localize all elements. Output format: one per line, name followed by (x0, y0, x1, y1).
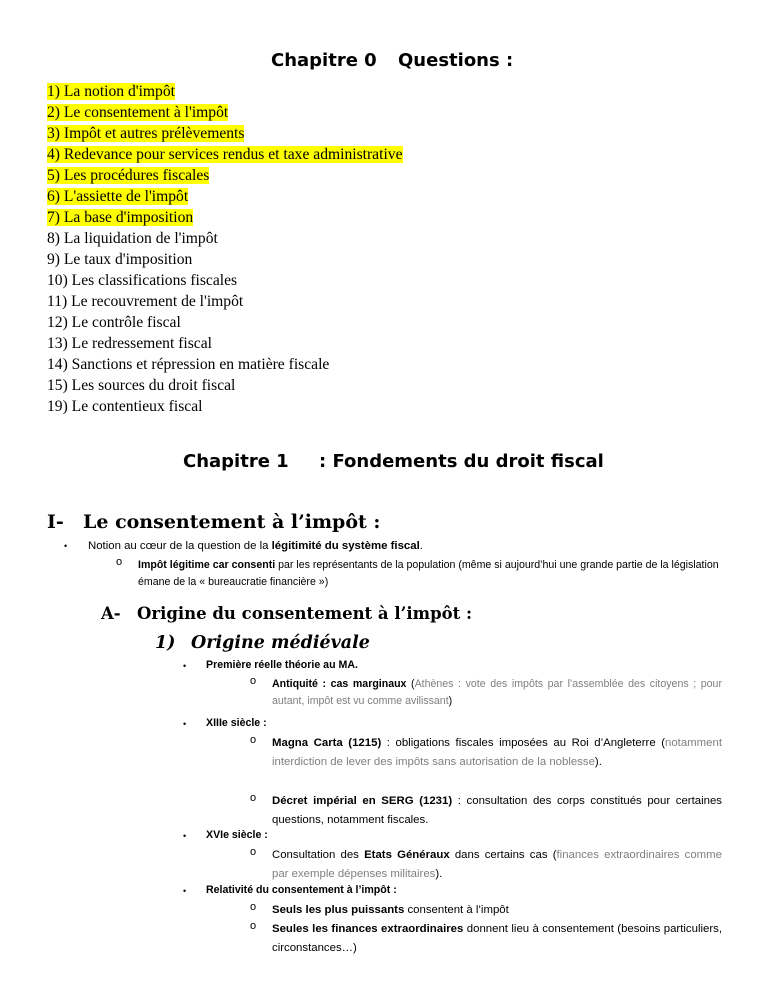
etats-text2: dans certains cas ( (449, 849, 557, 861)
magna-bold: Magna Carta (1215) (272, 737, 382, 749)
antiquite-paragraph (272, 676, 722, 710)
decret-text: : consultation des corps constitués pour certaines questions, notamment fiscales. (272, 795, 722, 826)
question-item (47, 186, 403, 207)
sub-bullet-glyph: o (250, 734, 257, 746)
question-text: 5) Les procédures fiscales (47, 167, 210, 184)
question-text: 19) Le contentieux fiscal (47, 398, 203, 415)
finances-paragraph (272, 920, 722, 957)
question-item (47, 123, 403, 144)
antiquite-bold: Antiquité : cas marginaux (272, 678, 407, 690)
bullet-glyph: • (183, 661, 187, 671)
question-item (47, 228, 403, 249)
notion-paragraph (88, 537, 728, 556)
question-list (47, 81, 403, 417)
premiere-theorie (206, 657, 358, 674)
puissants-text: consentent à l’impôt (404, 904, 509, 916)
bullet-glyph: • (64, 541, 68, 551)
question-text: 1) La notion d'impôt (47, 83, 175, 100)
sub-bullet-glyph: o (250, 901, 257, 913)
bullet-glyph: • (183, 831, 187, 841)
notion-bold: légitimité du système fiscal (271, 540, 420, 552)
premiere-text: Première réelle théorie au MA. (206, 659, 358, 671)
finances-bold: Seules les finances extraordinaires (272, 923, 464, 935)
question-item (47, 396, 403, 417)
xiii-text: XIIIe siècle : (206, 717, 267, 729)
question-text: 4) Redevance pour services rendus et taxe administrative (47, 146, 403, 163)
puissants-bold: Seuls les plus puissants (272, 904, 405, 916)
sub-bullet-glyph: o (250, 920, 257, 932)
bullet-glyph: • (183, 719, 187, 729)
question-item (47, 333, 403, 354)
question-item (47, 354, 403, 375)
chapter1-label: Chapitre 1 (183, 451, 289, 472)
etats-end: ). (435, 867, 443, 880)
chapter0-label: Chapitre 0 (271, 50, 377, 71)
sub-bullet-glyph: o (250, 846, 257, 858)
question-item (47, 81, 403, 102)
sub-bullet-glyph: o (250, 675, 257, 687)
question-item (47, 144, 403, 165)
relativite-text: Relativité du consentement à l’impôt : (206, 884, 397, 896)
xvi-heading (206, 827, 268, 844)
question-item (47, 249, 403, 270)
xiii-heading (206, 715, 267, 732)
puissants-paragraph (272, 901, 722, 920)
antiquite-grey: Athènes : vote des impôts par l’assemblée des citoyens ; pour autant, impôt est vu comme avilissant (272, 678, 722, 707)
sub-bullet-glyph: o (250, 792, 257, 804)
sectionA-title: Origine du consentement à l’impôt : (137, 604, 473, 623)
question-item (47, 165, 403, 186)
etats-text: Consultation des (272, 849, 365, 861)
question-item (47, 102, 403, 123)
question-text: 11) Le recouvrement de l'impôt (47, 293, 244, 310)
section1-title: Le consentement à l’impôt : (83, 511, 381, 533)
question-text: 12) Le contrôle fiscal (47, 314, 181, 331)
magna-end: ). (594, 755, 602, 768)
notion-text: Notion au cœur de la question de la (88, 540, 272, 552)
etats-bold: Etats Généraux (364, 849, 450, 861)
question-item (47, 207, 403, 228)
paren-open: ( (406, 678, 415, 690)
finances-text: donnent lieu à consentement (besoins particuliers, circonstances…) (272, 923, 722, 954)
section1-number: I- (47, 511, 64, 533)
magna-text: : obligations fiscales imposées au Roi d’Angleterre ( (381, 737, 666, 749)
question-item (47, 291, 403, 312)
question-text: 15) Les sources du droit fiscal (47, 377, 236, 394)
decret-paragraph (272, 792, 722, 829)
xvi-text: XVIe siècle : (206, 829, 268, 841)
question-text: 13) Le redressement fiscal (47, 335, 212, 352)
paren-close: ) (448, 695, 453, 707)
chapter1-title: : Fondements du droit fiscal (319, 451, 604, 472)
sectionA-number: A- (101, 604, 121, 623)
question-text: 2) Le consentement à l'impôt (47, 104, 229, 121)
legitime-paragraph (138, 557, 728, 591)
question-text: 8) La liquidation de l'impôt (47, 230, 218, 247)
bullet-glyph: • (183, 886, 187, 896)
chapter0-title: Questions : (398, 50, 514, 71)
etats-grey: finances extraordinaires comme par exemple dépenses militaires (272, 849, 722, 880)
question-text: 6) L'assiette de l'impôt (47, 188, 189, 205)
section1a-number: 1) (155, 633, 176, 653)
sub-bullet-glyph: o (116, 556, 123, 568)
question-text: 7) La base d'imposition (47, 209, 194, 226)
relativite-heading (206, 882, 397, 899)
decret-bold: Décret impérial en SERG (1231) (272, 795, 453, 807)
legitime-bold: Impôt légitime car consenti (138, 559, 276, 571)
section1a-title: Origine médiévale (191, 633, 370, 653)
question-item (47, 312, 403, 333)
magna-grey: notamment interdiction de lever des impôts sans autorisation de la noblesse (272, 737, 722, 768)
question-text: 10) Les classifications fiscales (47, 272, 238, 289)
question-item (47, 270, 403, 291)
notion-end: . (419, 540, 423, 552)
legitime-text: par les représentants de la population (même si aujourd’hui une grande partie de la législation émane de la « bureaucratie financière ») (138, 559, 719, 588)
question-item (47, 375, 403, 396)
question-text: 3) Impôt et autres prélèvements (47, 125, 245, 142)
etats-paragraph (272, 846, 722, 883)
magna-carta-paragraph (272, 734, 722, 771)
question-text: 14) Sanctions et répression en matière fiscale (47, 356, 330, 373)
question-text: 9) Le taux d'imposition (47, 251, 193, 268)
